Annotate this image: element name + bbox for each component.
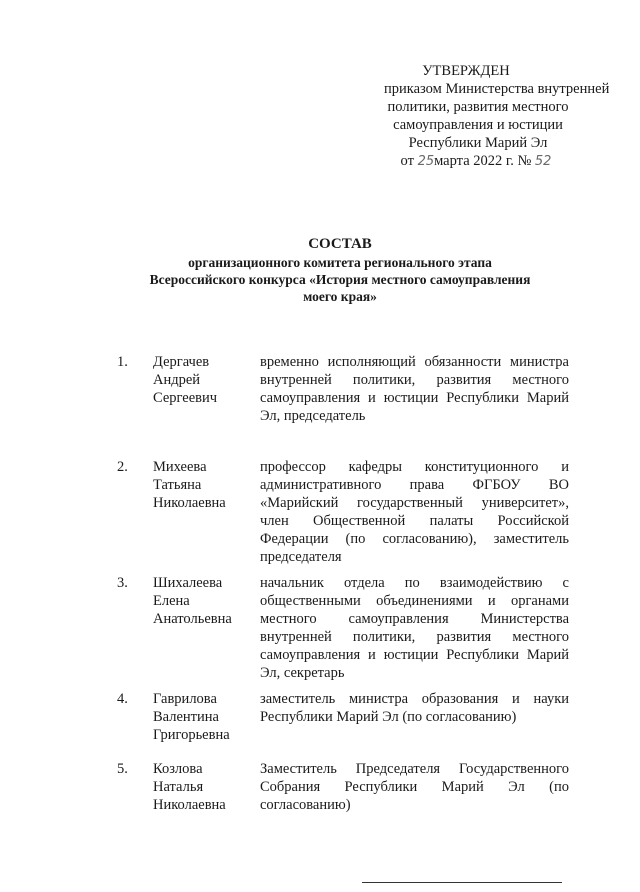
member-surname: Дергачев	[153, 354, 210, 370]
member-role: начальник отдела по взаимодействию с общественными объединениями и органами местного самоуправления Министерства внутренней политики, развития местного самоуправления и юстиции Республики Марий Эл, секретарь	[260, 575, 569, 681]
member-number: 3.	[117, 575, 128, 591]
member-role: заместитель министра образования и науки Республики Марий Эл (по согласованию)	[260, 691, 569, 725]
member-number: 4.	[117, 691, 128, 707]
date-rest: марта 2022 г. №	[434, 153, 532, 169]
handwritten-day: 25	[417, 154, 435, 169]
member-patronymic: Николаевна	[153, 797, 226, 813]
member-role: временно исполняющий обязанности министра внутренней политики, развития местного самоуправления и юстиции Республики Марий Эл, председатель	[260, 354, 569, 424]
approval-line-4: Республики Марий Эл	[408, 135, 548, 151]
member-surname: Козлова	[153, 761, 203, 777]
member-number: 1.	[117, 354, 128, 370]
title-line-2: Всероссийского конкурса «История местного самоуправления	[149, 272, 531, 287]
member-name	[153, 458, 253, 512]
member-first-name: Татьяна	[153, 477, 202, 493]
member-name	[153, 690, 253, 744]
document-title	[120, 236, 560, 305]
member-first-name: Елена	[153, 593, 190, 609]
approval-line-2: политики, развития местного	[387, 99, 569, 115]
member-first-name: Андрей	[153, 372, 201, 388]
member-surname: Михеева	[153, 459, 207, 475]
member-surname: Шихалеева	[153, 575, 223, 591]
member-patronymic: Сергеевич	[153, 390, 218, 406]
member-name	[153, 574, 253, 628]
handwritten-order-number: 52	[534, 154, 552, 169]
member-patronymic: Анатольевна	[153, 611, 232, 627]
member-number: 2.	[117, 459, 128, 475]
approval-stamp	[336, 62, 610, 171]
member-name	[153, 353, 253, 407]
member-surname: Гаврилова	[153, 691, 217, 707]
member-role: Заместитель Председателя Государственного Собрания Республики Марий Эл (по согласованию)	[260, 761, 569, 813]
approval-date-line	[336, 152, 586, 171]
title-line-1: организационного комитета регионального этапа	[188, 255, 492, 270]
title-heading: СОСТАВ	[308, 236, 372, 252]
title-line-3: моего края»	[303, 289, 377, 304]
member-patronymic: Николаевна	[153, 495, 226, 511]
member-role: профессор кафедры конституционного и административного права ФГБОУ ВО «Марийский государственный университет», член Общественной палаты Российской Федерации (по согласованию), заместитель председателя	[260, 459, 569, 565]
member-patronymic: Григорьевна	[153, 727, 230, 743]
footer-divider	[362, 882, 562, 883]
approval-line-3: самоуправления и юстиции	[393, 117, 563, 133]
approval-line-1: приказом Министерства внутренней	[384, 81, 610, 97]
approval-heading: УТВЕРЖДЕН	[422, 63, 510, 79]
member-first-name: Валентина	[153, 709, 219, 725]
date-prefix: от	[400, 153, 414, 169]
member-name	[153, 760, 253, 814]
member-number: 5.	[117, 761, 128, 777]
member-first-name: Наталья	[153, 779, 204, 795]
